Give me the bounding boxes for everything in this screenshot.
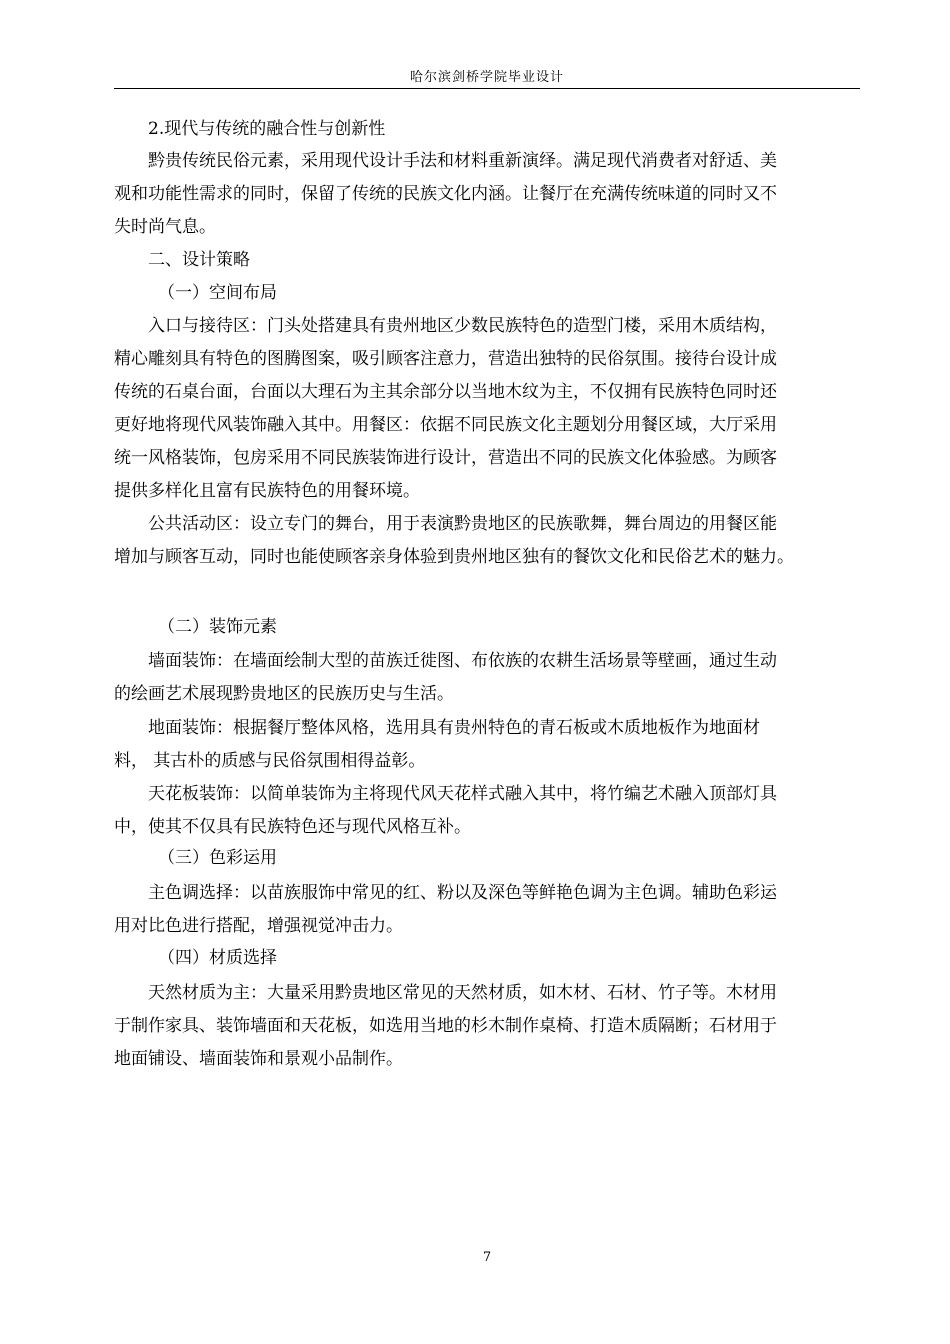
text-line: 入口与接待区：门头处搭建具有贵州地区少数民族特色的造型门楼，采用木质结构， xyxy=(148,316,777,336)
heading-material xyxy=(114,942,860,975)
text-line: 失时尚气息。 xyxy=(114,217,216,237)
paragraph-material xyxy=(114,977,860,1076)
text-line: 精心雕刻具有特色的图腾图案，吸引顾客注意力，营造出独特的民俗氛围。接待台设计成 xyxy=(114,349,777,369)
heading-decor xyxy=(114,611,860,644)
page-number: 7 xyxy=(482,1250,492,1265)
page-header-title: 哈尔滨剑桥学院毕业设计 xyxy=(409,70,564,85)
heading-strategy xyxy=(114,244,860,277)
heading-fusion xyxy=(114,113,860,146)
text-line: 二、设计策略 xyxy=(148,250,250,270)
text-line: 的绘画艺术展现黔贵地区的民族历史与生活。 xyxy=(114,684,454,704)
paragraph-entrance xyxy=(114,310,860,508)
text-line: （四）材质选择 xyxy=(158,948,277,968)
text-line: 地面铺设、墙面装饰和景观小品制作。 xyxy=(114,1049,403,1069)
text-line: 2.现代与传统的融合性与创新性 xyxy=(148,119,386,139)
text-line: 黔贵传统民俗元素，采用现代设计手法和材料重新演绎。满足现代消费者对舒适、美 xyxy=(148,151,777,171)
text-line: （三）色彩运用 xyxy=(158,848,277,868)
text-line: 天花板装饰：以简单装饰为主将现代风天花样式融入其中，将竹编艺术融入顶部灯具 xyxy=(148,784,777,804)
text-line: 料， 其古朴的质感与民俗氛围相得益彰。 xyxy=(114,751,426,771)
paragraph-ceiling xyxy=(114,778,860,844)
paragraph-floor xyxy=(114,712,860,778)
paragraph-fusion xyxy=(114,145,860,244)
text-line: 增加与顾客互动，同时也能使顾客亲身体验到贵州地区独有的餐饮文化和民俗艺术的魅力。 xyxy=(114,547,794,567)
text-line: 地面装饰：根据餐厅整体风格，选用具有贵州特色的青石板或木质地板作为地面材 xyxy=(148,718,760,738)
heading-color xyxy=(114,842,860,875)
paragraph-color xyxy=(114,877,860,943)
text-line: 主色调选择：以苗族服饰中常见的红、粉以及深色等鲜艳色调为主色调。辅助色彩运 xyxy=(148,883,777,903)
text-line: 传统的石桌台面，台面以大理石为主其余部分以当地木纹为主，不仅拥有民族特色同时还 xyxy=(114,382,777,402)
text-line: 更好地将现代风装饰融入其中。用餐区：依据不同民族文化主题划分用餐区域，大厅采用 xyxy=(114,415,777,435)
text-line: 提供多样化且富有民族特色的用餐环境。 xyxy=(114,481,420,501)
text-line: 墙面装饰：在墙面绘制大型的苗族迁徙图、布依族的农耕生活场景等壁画，通过生动 xyxy=(148,651,777,671)
text-line: 公共活动区：设立专门的舞台，用于表演黔贵地区的民族歌舞，舞台周边的用餐区能 xyxy=(148,514,777,534)
text-line: 统一风格装饰，包房采用不同民族装饰进行设计，营造出不同的民族文化体验感。为顾客 xyxy=(114,448,777,468)
text-line: 观和功能性需求的同时，保留了传统的民族文化内涵。让餐厅在充满传统味道的同时又不 xyxy=(114,184,777,204)
text-line: 用对比色进行搭配，增强视觉冲击力。 xyxy=(114,916,403,936)
text-line: （二）装饰元素 xyxy=(158,617,277,637)
heading-space xyxy=(114,277,860,310)
text-line: 中，使其不仅具有民族特色还与现代风格互补。 xyxy=(114,817,471,837)
paragraph-wall xyxy=(114,645,860,711)
text-line: 天然材质为主：大量采用黔贵地区常见的天然材质，如木材、石材、竹子等。木材用 xyxy=(148,983,777,1003)
text-line: 于制作家具、装饰墙面和天花板，如选用当地的杉木制作桌椅、打造木质隔断；石材用于 xyxy=(114,1016,777,1036)
paragraph-public xyxy=(114,508,860,574)
text-line: （一）空间布局 xyxy=(158,283,277,303)
header-divider xyxy=(114,88,860,89)
